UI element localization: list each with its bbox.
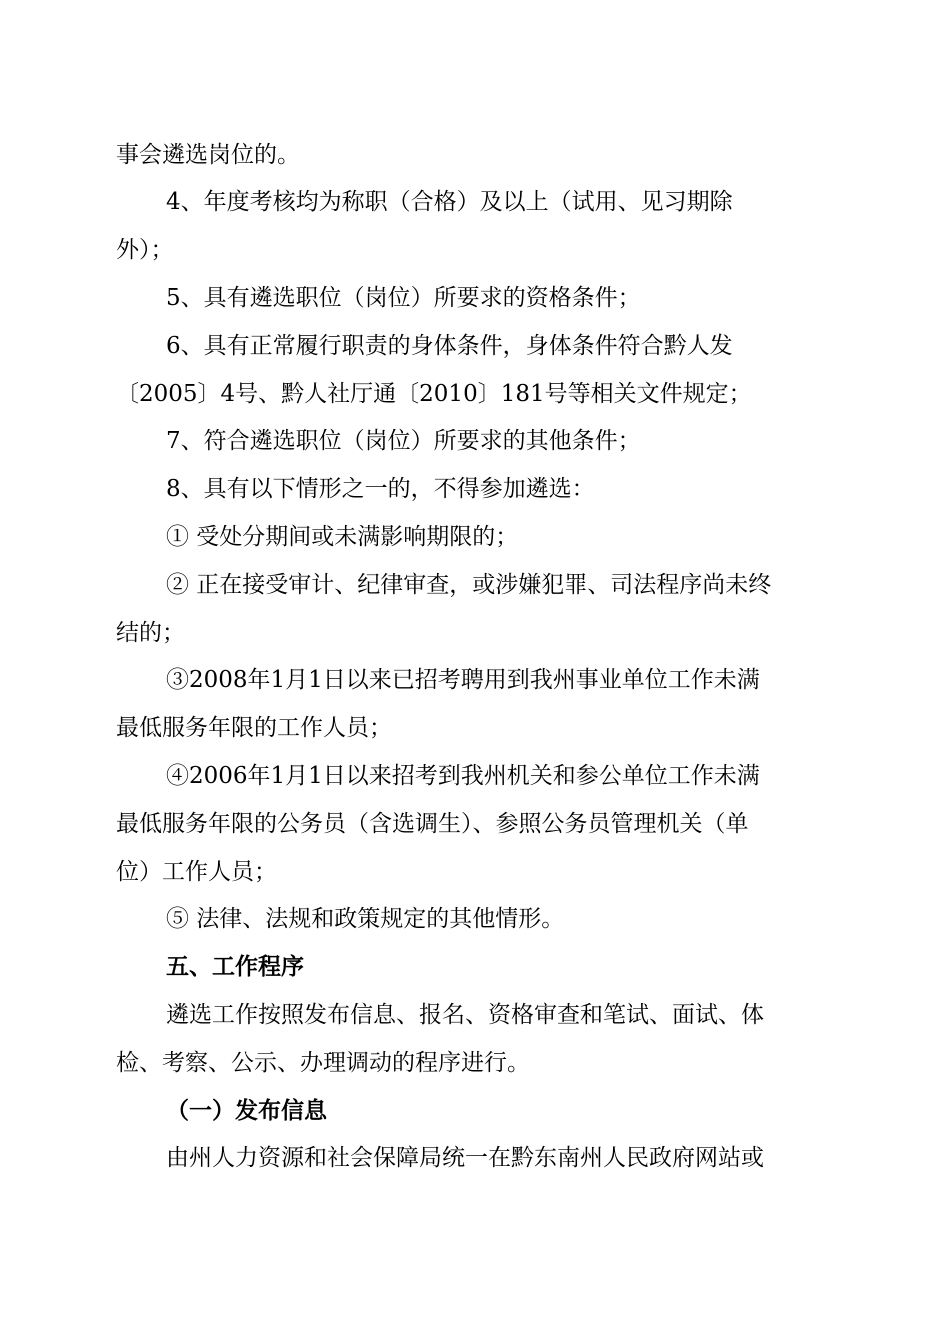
paragraph-line-11: 结的； bbox=[116, 620, 185, 646]
paragraph-line-16: 位）工作人员； bbox=[116, 859, 277, 885]
paragraph-line-13: 最低服务年限的工作人员； bbox=[116, 715, 392, 741]
paragraph-line-12: ③2008年1月1日以来已招考聘用到我州事业单位工作未满 bbox=[166, 667, 760, 693]
paragraph-line-5: 6、具有正常履行职责的身体条件，身体条件符合黔人发 bbox=[166, 333, 733, 359]
paragraph-line-1: 事会遴选岗位的。 bbox=[116, 142, 300, 168]
paragraph-line-22: 由州人力资源和社会保障局统一在黔东南州人民政府网站或 bbox=[166, 1145, 764, 1171]
section-heading-5: 五、工作程序 bbox=[166, 954, 304, 980]
paragraph-line-9: ① 受处分期间或未满影响期限的； bbox=[166, 524, 519, 550]
paragraph-line-17: ⑤ 法律、法规和政策规定的其他情形。 bbox=[166, 906, 565, 932]
paragraph-line-7: 7、符合遴选职位（岗位）所要求的其他条件； bbox=[166, 428, 641, 454]
paragraph-line-4: 5、具有遴选职位（岗位）所要求的资格条件； bbox=[166, 285, 641, 311]
paragraph-line-20: 检、考察、公示、办理调动的程序进行。 bbox=[116, 1050, 530, 1076]
paragraph-line-15: 最低服务年限的公务员（含选调生）、参照公务员管理机关（单 bbox=[116, 811, 749, 837]
paragraph-line-19: 遴选工作按照发布信息、报名、资格审查和笔试、面试、体 bbox=[166, 1002, 764, 1028]
paragraph-line-10: ② 正在接受审计、纪律审查，或涉嫌犯罪、司法程序尚未终 bbox=[166, 572, 772, 598]
subsection-heading-1: （一）发布信息 bbox=[166, 1098, 327, 1124]
paragraph-line-8: 8、具有以下情形之一的，不得参加遴选： bbox=[166, 476, 595, 502]
paragraph-line-3: 外）； bbox=[116, 237, 174, 263]
paragraph-line-6: 〔2005〕4号、黔人社厅通〔2010〕181号等相关文件规定； bbox=[116, 381, 752, 407]
paragraph-line-14: ④2006年1月1日以来招考到我州机关和参公单位工作未满 bbox=[166, 763, 760, 789]
paragraph-line-2: 4、年度考核均为称职（合格）及以上（试用、见习期除 bbox=[166, 189, 733, 215]
